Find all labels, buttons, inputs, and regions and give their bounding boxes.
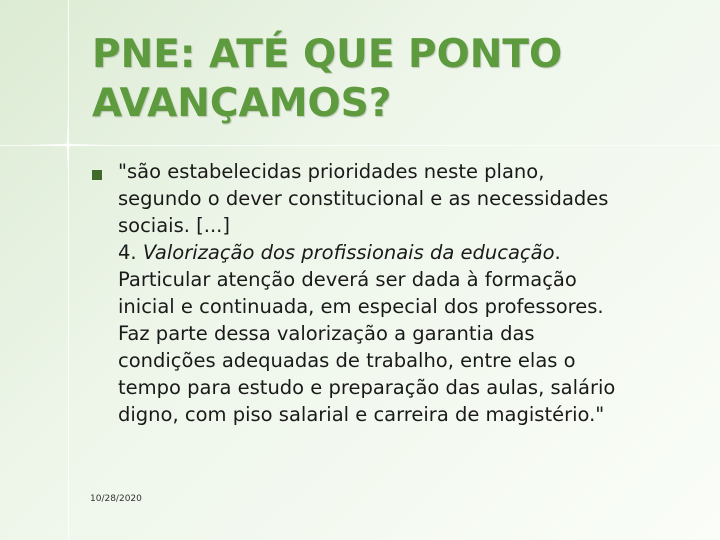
slide-title bbox=[92, 30, 692, 128]
body-line: segundo o dever constitucional e as necessidades bbox=[118, 187, 609, 210]
decorative-horizontal-line bbox=[0, 145, 720, 146]
slide-title-line: AVANÇAMOS? bbox=[92, 81, 392, 126]
slide-date: 10/28/2020 bbox=[90, 494, 142, 504]
slide-body-text bbox=[118, 158, 708, 428]
body-line: "são estabelecidas prioridades neste plano, bbox=[118, 160, 545, 183]
body-line: Faz parte dessa valorização a garantia das bbox=[118, 322, 535, 345]
sparkle-center-icon bbox=[64, 141, 72, 149]
body-line-item bbox=[118, 239, 708, 266]
body-line: tempo para estudo e preparação das aulas, salário bbox=[118, 376, 616, 399]
item-heading-italic: Valorização dos profissionais da educação bbox=[142, 241, 555, 264]
item-period: . bbox=[554, 241, 561, 264]
body-line: sociais. [...] bbox=[118, 214, 230, 237]
square-bullet-icon bbox=[92, 170, 102, 180]
item-number: 4. bbox=[118, 241, 143, 264]
body-line: Particular atenção deverá ser dada à formação bbox=[118, 268, 577, 291]
body-line: condições adequadas de trabalho, entre elas o bbox=[118, 349, 576, 372]
body-line: digno, com piso salarial e carreira de magistério." bbox=[118, 403, 605, 426]
slide-title-line: PNE: ATÉ QUE PONTO bbox=[92, 32, 563, 77]
decorative-vertical-line bbox=[68, 0, 69, 540]
body-line: inicial e continuada, em especial dos professores. bbox=[118, 295, 604, 318]
